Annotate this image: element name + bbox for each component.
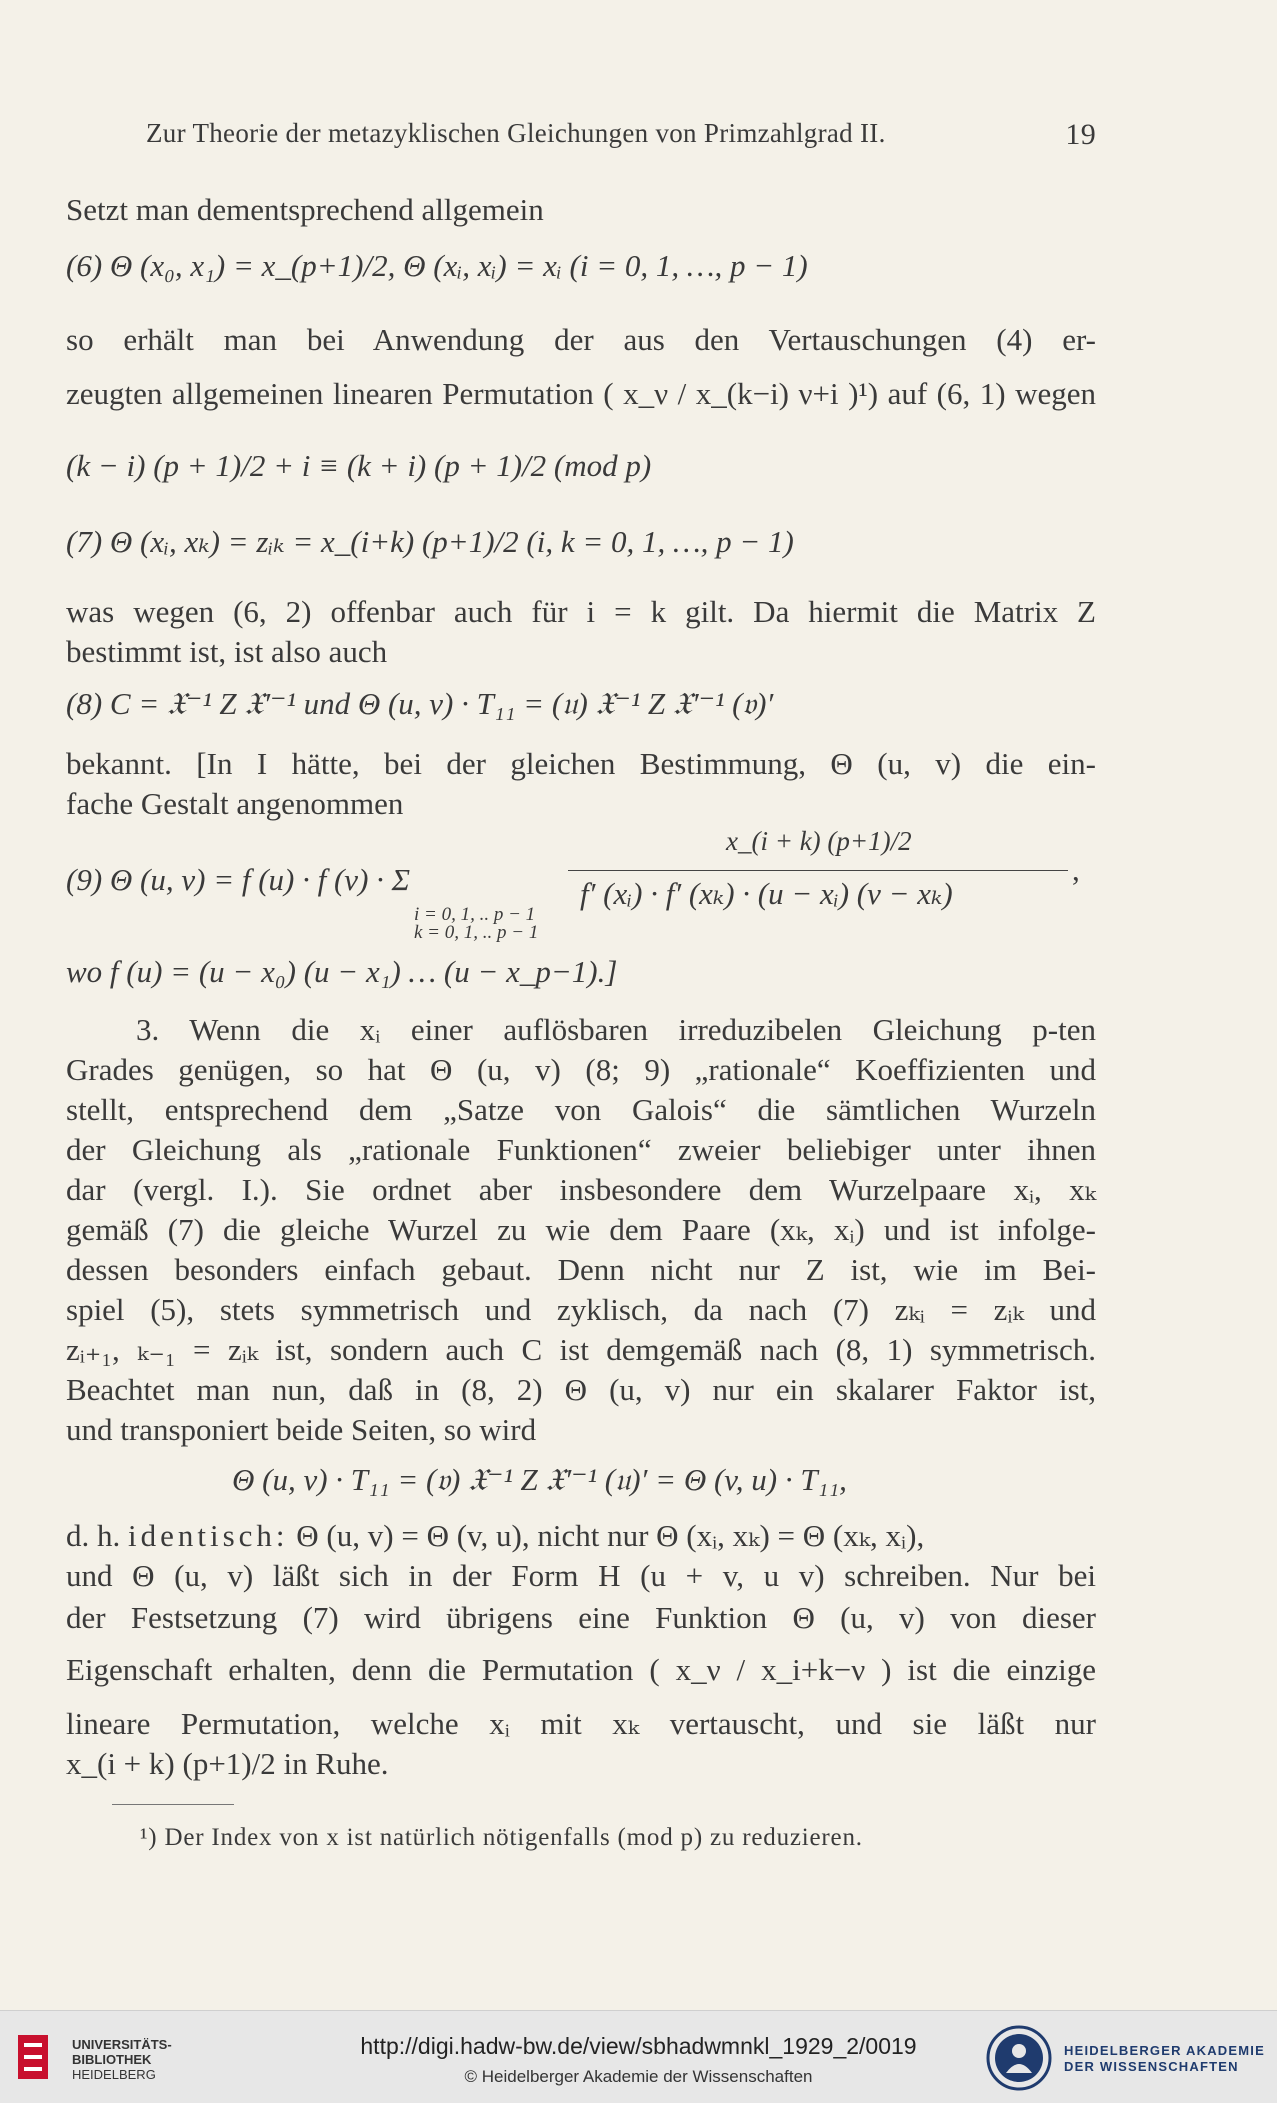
text-line: stellt, entsprechend dem „Satze von Galois“ die sämtlichen Wurzeln [66,1092,1096,1127]
equation-7: (7) Θ (xᵢ, xₖ) = zᵢₖ = x_(i+k) (p+1)/2 (i, k = 0, 1, …, p − 1) [66,524,794,559]
text-line: lineare Permutation, welche xᵢ mit xₖ vertauscht, und sie läßt nur [66,1706,1096,1741]
text-line: dessen besonders einfach gebaut. Denn nicht nur Z ist, wie im Bei- [66,1252,1096,1287]
text-line: so erhält man bei Anwendung der aus den Vertauschungen (4) er- [66,322,1096,357]
text-line: Beachtet man nun, daß in (8, 2) Θ (u, v) nur ein skalarer Faktor ist, [66,1372,1096,1407]
footnote-rule [112,1804,234,1805]
sum-index-i: i = 0, 1, .. p − 1 [414,904,536,925]
text-line: Setzt man dementsprechend allgemein [66,192,544,227]
text-line: und Θ (u, v) läßt sich in der Form H (u + v, u v) schreiben. Nur bei [66,1558,1096,1593]
text-line: bestimmt ist, ist also auch [66,634,388,669]
academy-seal-icon [986,2025,1052,2091]
emphasized-word: identisch: [128,1518,289,1553]
eq9-lhs: (9) Θ (u, v) = f (u) · f (v) · Σ [66,862,411,897]
footnote: ¹) Der Index von x ist natürlich nötigenfalls (mod p) zu reduzieren. [140,1824,863,1851]
book-page: Zur Theorie der metazyklischen Gleichungen von Primzahlgrad II. 19 Setzt man dementsprechend allgemein (6) Θ (x₀, x₁) = x_(p+1)/2, Θ (xᵢ, xᵢ) = xᵢ (i = 0, 1, …, p − 1) so erhält man bei Anwendung der aus den Vertauschungen (4) er- zeugten allgemeinen linearen Permutation ( x_ν / x_(k−i) ν+i )¹) auf (6, 1) wegen (k − i) (p + 1)/2 + i ≡ (k + i) (p + 1)/2 (mod p) (7) Θ (xᵢ, xₖ) = zᵢₖ = x_(i+k) (p+1)/2 (i, k = 0, 1, …, p − 1) was wegen (6, 2) offenbar auch für i = k gilt. Da hiermit die Matrix Z bestimmt ist, ist also auch (8) C = 𝔛⁻¹ Z 𝔛′⁻¹ und Θ (u, v) · T₁₁ = (𝔲) 𝔛⁻¹ Z 𝔛′⁻¹ (𝔳)′ bekannt. [In I hätte, bei der gleichen Bestimmung, Θ (u, v) die ein- fache Gestalt angenommen x_(i + k) (p+1)/2 (9) Θ (u, v) = f (u) · f (v) · Σ , f′ (xᵢ) · f′ (xₖ) · (u − xᵢ) (v − xₖ) i = 0, 1, .. p − 1 k = 0, 1, .. p − 1 wo f (u) = (u − x₀) (u − x₁) … (u − x_p−1).] 3. Wenn die xᵢ einer auflösbaren irreduzibelen Gleichung p-ten Grades genügen, so hat Θ (u, v) (8; 9) „rationale“ Koeffizienten und stellt, entsprechend dem „Satze von Galois“ die sämtlichen Wurzeln der Gleichung als „rationale Funktionen“ zweier beliebiger unter ihnen dar (vergl. I.). Sie ordnet aber insbesondere dem Wurzelpaare xᵢ, xₖ gemäß (7) die gleiche Wurzel zu wie dem Paare (xₖ, xᵢ) und ist infolge- dessen besonders einfach gebaut. Denn nicht nur Z ist, wie im Bei- spiel (5), stets symmetrisch und zyklisch, da nach (7) zₖᵢ = zᵢₖ und zᵢ₊₁, ₖ₋₁ = zᵢₖ ist, sondern auch C ist demgemäß nach (8, 1) symmetrisch. Beachtet man nun, daß in (8, 2) Θ (u, v) nur ein skalarer Faktor ist, und transponiert beide Seiten, so wird Θ (u, v) · T₁₁ = (𝔳) 𝔛⁻¹ Z 𝔛′⁻¹ (𝔲)′ = Θ (v, u) · T₁₁, d. h. identisch: Θ (u, v) = Θ (v, u), nicht nur Θ (xᵢ, xₖ) = Θ (xₖ, xᵢ), und Θ (u, v) läßt sich in der Form H (u + v, u v) schreiben. Nur bei der Festsetzung (7) wird übrigens eine Funktion Θ (u, v) von dieser Eigenschaft erhalten, denn die Permutation ( x_ν / x_i+k−ν ) ist die einzige lineare Permutation, welche xᵢ mit xₖ vertauscht, und sie läßt nur x_(i + k) (p+1)/2 in Ruhe. ¹) Der Index von x ist natürlich nötigenfalls (mod p) zu reduzieren. [66,118,1096,1851]
source-url-link[interactable]: http://digi.hadw-bw.de/view/sbhadwmnkl_1929_2/0019 [360,2033,917,2059]
running-header [146,118,1096,149]
text-line: Grades genügen, so hat Θ (u, v) (8; 9) „rationale“ Koeffizienten und [66,1052,1096,1087]
text-line: fache Gestalt angenommen [66,786,404,821]
sum-index-k: k = 0, 1, .. p − 1 [414,922,539,943]
text-line: gemäß (7) die gleiche Wurzel zu wie dem Paare (xₖ, xᵢ) und ist infolge- [66,1212,1096,1247]
text-line: und transponiert beide Seiten, so wird [66,1412,537,1447]
running-title: Zur Theorie der metazyklischen Gleichungen von Primzahlgrad II. [146,118,886,148]
copyright-notice: © Heidelberger Akademie der Wissenschaften [464,2067,813,2086]
footer-bar [0,2010,1277,2103]
eq9-numerator: x_(i + k) (p+1)/2 [726,826,912,856]
equation-8: (8) C = 𝔛⁻¹ Z 𝔛′⁻¹ und Θ (u, v) · T₁₁ = (𝔲) 𝔛⁻¹ Z 𝔛′⁻¹ (𝔳)′ [66,686,774,721]
text-line: bekannt. [In I hätte, bei der gleichen Bestimmung, Θ (u, v) die ein- [66,746,1096,781]
text-line: dar (vergl. I.). Sie ordnet aber insbesondere dem Wurzelpaare xᵢ, xₖ [66,1172,1096,1207]
text-line: zᵢ₊₁, ₖ₋₁ = zᵢₖ ist, sondern auch C ist demgemäß nach (8, 1) symmetrisch. [66,1332,1096,1367]
text-line: wo f (u) = (u − x₀) (u − x₁) … (u − x_p−1).] [66,954,618,989]
page-number: 19 [1065,118,1096,151]
equation-6: (6) Θ (x₀, x₁) = x_(p+1)/2, Θ (xᵢ, xᵢ) = xᵢ (i = 0, 1, …, p − 1) [66,248,808,283]
text-line: was wegen (6, 2) offenbar auch für i = k gilt. Da hiermit die Matrix Z [66,594,1096,629]
academy-name: HEIDELBERGER AKADEMIE DER WISSENSCHAFTEN [1064,2043,1265,2074]
text-line: spiel (5), stets symmetrisch und zyklisch, da nach (7) zₖᵢ = zᵢₖ und [66,1292,1096,1327]
text-line: x_(i + k) (p+1)/2 in Ruhe. [66,1746,389,1781]
text-line: der Festsetzung (7) wird übrigens eine Funktion Θ (u, v) von dieser [66,1600,1096,1635]
text-line: zeugten allgemeinen linearen Permutation ( x_ν / x_(k−i) ν+i )¹) auf (6, 1) wegen [66,376,1096,411]
fraction-bar [568,870,1068,871]
symmetry-equation: Θ (u, v) · T₁₁ = (𝔳) 𝔛⁻¹ Z 𝔛′⁻¹ (𝔲)′ = Θ (v, u) · T₁₁, [232,1462,847,1497]
congruence: (k − i) (p + 1)/2 + i ≡ (k + i) (p + 1)/2 (mod p) [66,448,652,483]
eq9-denominator: f′ (xᵢ) · f′ (xₖ) · (u − xᵢ) (v − xₖ) [580,876,953,911]
text-line: Eigenschaft erhalten, denn die Permutation ( x_ν / x_i+k−ν ) ist die einzige [66,1652,1096,1687]
library-name: UNIVERSITÄTS- BIBLIOTHEK HEIDELBERG [72,2037,172,2082]
text-line: 3. Wenn die xᵢ einer auflösbaren irreduzibelen Gleichung p-ten [136,1012,1096,1047]
text-line: d. h. identisch: Θ (u, v) = Θ (v, u), nicht nur Θ (xᵢ, xₖ) = Θ (xₖ, xᵢ), [66,1518,925,1553]
text-line: der Gleichung als „rationale Funktionen“ zweier beliebiger unter ihnen [66,1132,1096,1167]
